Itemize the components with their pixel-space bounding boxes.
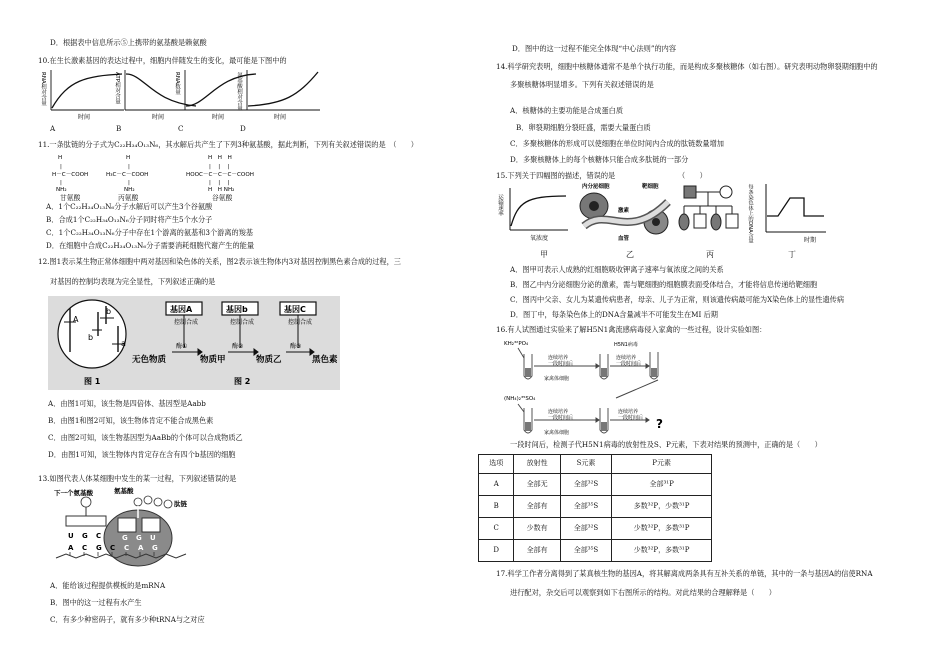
q10-ylabel-b: ATP相对含量 [114, 72, 120, 105]
q13-option-b: B．图中的这一过程有水产生 [50, 598, 142, 607]
svg-text:控制: 控制 [288, 319, 301, 326]
q13-option-a: A．能给该过程提供模板的是mRNA [50, 581, 166, 590]
q10-ylabel-d: 氨基酸相对含量 [236, 72, 242, 111]
q13-stem: 13.如图代表人体某细胞中发生的某一过程，下列叙述错误的是 [38, 474, 237, 483]
table-header: 选项 [479, 455, 514, 474]
svg-text:一段时间后: 一段时间后 [548, 415, 574, 421]
q12-option-c: C．由图2可知，该生物基因型为AaBb的个体可以合成物质乙 [48, 433, 243, 442]
q15-caption-yi: 乙 [626, 250, 634, 259]
q9-option-d: D．根据表中信息所示⑤上携带的氨基酸是赖氨酸 [50, 38, 207, 47]
svg-text:|: | [60, 180, 62, 186]
svg-text:G: G [122, 534, 128, 542]
svg-text:合成: 合成 [300, 319, 313, 326]
table-header: S元素 [560, 455, 612, 474]
q15-caption-bing: 丙 [706, 250, 714, 259]
svg-text:|: | [128, 164, 130, 170]
table-cell: 全部³¹P [612, 474, 712, 496]
svg-text:一段时间后: 一段时间后 [618, 415, 644, 421]
q12-option-d: D．由图1可知，该生物体内肯定存在含有四个b基因的细胞 [48, 450, 236, 459]
svg-text:基因b: 基因b [226, 305, 248, 314]
table-row [479, 474, 712, 496]
table-cell: A [479, 474, 514, 496]
q10-xlabel-b: 时间 [152, 114, 165, 121]
table-cell: 少数³²P，多数³¹P [612, 518, 712, 540]
table-cell: 全部³²S [560, 474, 612, 496]
svg-text:G: G [96, 544, 102, 552]
q12-fig1-caption: 图 1 [84, 377, 101, 386]
q14-option-a: A．核糖体的主要功能是合成蛋白质 [510, 106, 624, 115]
svg-text:G: G [136, 534, 142, 542]
svg-text:酶②: 酶② [232, 343, 244, 350]
q10-letter-c: C [178, 124, 184, 133]
q10-ylabel-c: RNA数量 [174, 72, 180, 95]
q11-amino-acid-structures [52, 150, 258, 196]
svg-text:无色物质: 无色物质 [132, 355, 167, 365]
q10-xlabel-a: 时间 [78, 114, 91, 121]
svg-text:H₃C－C－COOH: H₃C－C－COOH [106, 172, 149, 178]
q10-letter-a: A [50, 124, 56, 133]
q10-letter-d: D [240, 124, 246, 133]
q17-line2: 进行配对，杂交后可以观察到如下右图所示的结构。对此结果的合理解释是（ ） [510, 588, 776, 597]
q12-option-b: B．由图1和图2可知，该生物体肯定不能合成黑色素 [48, 416, 214, 425]
q15-option-b: B．图乙中内分泌细胞分泌的激素，需与靶细胞的细胞膜表面受体结合，才能将信息传递给靶细胞 [510, 280, 818, 289]
svg-text:连续培养: 连续培养 [548, 355, 569, 361]
svg-text:控制: 控制 [174, 319, 187, 326]
q15-stem: 15.下列关于四幅图的描述，错误的是 [496, 171, 616, 180]
svg-text:G: G [152, 544, 158, 552]
q15-ding-xlabel: 时期 [804, 237, 817, 244]
svg-text:b: b [88, 333, 94, 342]
q15-jia-ylabel: 运输速率 [497, 194, 503, 216]
table-cell: 全部³²S [560, 518, 612, 540]
svg-text:H: H [126, 155, 131, 161]
table-cell: 少数³²P，多数³¹P [612, 540, 712, 562]
svg-text:NH₂: NH₂ [124, 187, 135, 193]
q13-option-d: D．图中的这一过程不能完全体现“中心法则”的内容 [512, 44, 677, 53]
q12-option-a: A．由图1可知，该生物是四倍体、基因型是Aabb [48, 399, 206, 408]
svg-text:H H H: H H H [208, 155, 232, 161]
svg-text:基因C: 基因C [284, 305, 306, 314]
q11-glycine-label: 甘氨酸 [60, 194, 81, 202]
q13-label-next-aa: 下一个氨基酸 [54, 489, 93, 497]
q16-reagent-p: KH₂³²PO₄ [504, 341, 529, 347]
q10-graph-d [234, 68, 324, 120]
table-cell: 全部³⁵S [560, 496, 612, 518]
q15-option-c: C．图丙中父亲、女儿为某遗传病患者，母亲、儿子为正常，则该遗传病最可能为X染色体上的显性遗传病 [510, 295, 845, 304]
table-header: P元素 [612, 455, 712, 474]
q14-option-c: C．多聚核糖体的形成可以使细胞在单位时间内合成的肽链数量增加 [510, 139, 724, 148]
q15-caption-jia: 甲 [540, 250, 548, 259]
q15-fig-bing-pedigree [676, 184, 748, 248]
svg-text:H－C－COOH: H－C－COOH [52, 172, 89, 178]
svg-text:一段时间后: 一段时间后 [548, 361, 574, 367]
q15-caption-ding: 丁 [788, 250, 796, 259]
svg-text:U: U [68, 532, 74, 540]
table-cell: D [479, 540, 514, 562]
svg-text:| | |: | | | [209, 180, 230, 186]
q11-glutamate-label: 谷氨酸 [212, 194, 233, 202]
q11-alanine-label: 丙氨酸 [118, 194, 139, 202]
svg-text:HOOC－C－C－C－COOH: HOOC－C－C－C－COOH [186, 172, 254, 178]
q11-option-c: C．1个C₂₂H₃₄O₁₃N₆分子中存在1个游离的氨基和3个游离的羧基 [46, 228, 254, 237]
q14-option-d: D．多聚核糖体上的每个核糖体只能合成多肽链的一部分 [510, 155, 689, 164]
svg-text:基因A: 基因A [170, 305, 193, 314]
q15-yi-hormone: 激素 [618, 208, 630, 214]
table-row [479, 496, 712, 518]
table-cell: 全部有 [514, 540, 560, 562]
table-cell: C [479, 518, 514, 540]
q10-xlabel-c: 时间 [212, 114, 225, 121]
q13-label-peptide: 肽链 [174, 500, 187, 508]
q15-jia-xlabel: 氧浓度 [530, 235, 549, 242]
q13-option-c: C．有多少种密码子，就有多少种tRNA与之对应 [50, 615, 205, 624]
svg-text:物质乙: 物质乙 [256, 355, 282, 365]
svg-text:连续培养: 连续培养 [548, 409, 569, 415]
q14-stem-line1: 14.科学研究表明，细胞中核糖体通常不是单个执行功能，而是构成多聚核糖体（如右图）。研究表明动物卵裂期细胞中的 [496, 62, 878, 71]
q16-experiment-diagram [504, 336, 704, 436]
svg-text:一段时间后: 一段时间后 [616, 361, 642, 367]
q16-stem: 16.有人试图通过实验来了解H5N1禽流感病毒侵入家禽的一些过程，设计实验如图： [496, 325, 767, 334]
svg-text:A: A [73, 315, 79, 324]
table-row [479, 540, 712, 562]
svg-text:H H NH₂: H H NH₂ [208, 187, 235, 193]
table-row [479, 518, 712, 540]
svg-text:酶①: 酶① [176, 343, 188, 350]
svg-text:酶③: 酶③ [290, 343, 302, 350]
q16-reagent-s: (NH₄)₂³⁵SO₄ [504, 396, 536, 402]
svg-text:合成: 合成 [242, 319, 255, 326]
table-cell: 多数³²P，少数³¹P [612, 496, 712, 518]
svg-text:A: A [68, 544, 74, 552]
q13-label-aa: 氨基酸 [114, 487, 134, 495]
q14-stem-line2: 多聚核糖体明显增多。下列有关叙述错误的是 [510, 80, 654, 89]
q16-prediction-table [478, 454, 712, 562]
q11-option-d: D．在细胞中合成C₂₂H₃₄O₁₃N₆分子需要消耗细胞代谢产生的能量 [46, 241, 255, 250]
svg-text:C: C [110, 544, 116, 552]
svg-text:|: | [128, 180, 130, 186]
svg-text:H: H [58, 155, 63, 161]
q10-stem: 10.在生长激素基因的表达过程中，细胞内伴随发生的变化，最可能是下图中的 [38, 56, 287, 65]
svg-text:|: | [60, 164, 62, 170]
svg-text:A: A [138, 544, 144, 552]
table-header: 放射性 [514, 455, 560, 474]
q15-paren: （ ） [678, 171, 707, 180]
q12-fig2-caption: 图 2 [234, 377, 251, 386]
q16-virus-label: H5N1病毒 [614, 342, 638, 348]
svg-text:C: C [124, 544, 130, 552]
table-cell: 全部有 [514, 496, 560, 518]
svg-text:G: G [82, 532, 88, 540]
svg-text:| | |: | | | [209, 164, 230, 170]
svg-text:家禽体细胞: 家禽体细胞 [544, 430, 570, 436]
svg-text:合成: 合成 [186, 319, 199, 326]
q15-fig-ding [746, 182, 832, 248]
q15-option-d: D．图丁中，每条染色体上的DNA含量减半不可能发生在MI 后期 [510, 310, 718, 319]
svg-text:C: C [96, 532, 102, 540]
svg-text:控制: 控制 [230, 319, 243, 326]
q11-option-a: A．1个C₂₂H₃₄O₁₃N₆分子水解后可以产生3个谷氨酸 [46, 202, 213, 211]
q15-yi-endocrine: 内分泌细胞 [582, 184, 610, 190]
table-cell: B [479, 496, 514, 518]
q10-ylabel-a: RNA相对含量 [40, 72, 46, 106]
q12-figures [48, 296, 348, 396]
q14-option-b: B．卵裂期细胞分裂旺盛，需要大量蛋白质 [516, 123, 651, 132]
q15-yi-vessel: 血管 [618, 236, 630, 242]
q17-line1: 17.科学工作者分离得到了某真核生物的基因A，将其解离成两条具有互补关系的单链，其中的一条与基因A的信使RNA [496, 569, 873, 578]
table-header-row [479, 455, 712, 474]
q16-question-mark: ? [656, 417, 663, 431]
q12-stem-line2: 对基因的控制均表现为完全显性，下列叙述正确的是 [50, 277, 216, 286]
q12-gene-boxes [166, 302, 316, 315]
svg-text:C: C [82, 544, 88, 552]
q15-fig-jia [496, 184, 576, 248]
table-cell: 全部无 [514, 474, 560, 496]
svg-text:NH₂: NH₂ [56, 187, 67, 193]
svg-text:连续培养: 连续培养 [616, 355, 637, 361]
q10-letter-b: B [116, 124, 122, 133]
q11-stem: 11.一条肽链的分子式为C₂₂H₃₄O₁₃N₆，其水解后共产生了下列3种氨基酸，据此判断，下列有关叙述错误的是 （ ） [38, 140, 418, 149]
q15-yi-target: 靶细胞 [642, 184, 659, 190]
q10-xlabel-d: 时间 [274, 114, 287, 121]
q15-ding-ylabel: 每条染色体上的DNA含量 [747, 184, 753, 244]
svg-text:黑色素: 黑色素 [312, 355, 338, 365]
q15-option-a: A．图甲可表示人成熟的红细胞吸收钾离子速率与氧浓度之间的关系 [510, 265, 724, 274]
q11-option-b: B．合成1个C₂₂H₃₄O₁₃N₆分子同时将产生5个水分子 [46, 215, 213, 224]
q16-cells-label: 家禽体细胞 [544, 376, 570, 382]
q16-after-text: 一段时间后，检测子代H5N1病毒的放射性及S、P元素，下表对结果的预测中，正确的是（ ） [510, 440, 822, 449]
table-cell: 全部³⁵S [560, 540, 612, 562]
svg-text:物质甲: 物质甲 [200, 355, 226, 365]
q15-fig-yi [578, 182, 676, 246]
q13-translation-figure [52, 486, 202, 572]
svg-text:U: U [150, 534, 156, 542]
svg-text:b: b [106, 307, 112, 316]
table-cell: 少数有 [514, 518, 560, 540]
q12-stem-line1: 12.图1表示某生物正常体细胞中两对基因和染色体的关系，图2表示该生物体内3对基因控制黑色素合成的过程，三 [38, 257, 401, 266]
svg-text:连续培养: 连续培养 [618, 409, 639, 415]
svg-text:a: a [121, 339, 126, 348]
